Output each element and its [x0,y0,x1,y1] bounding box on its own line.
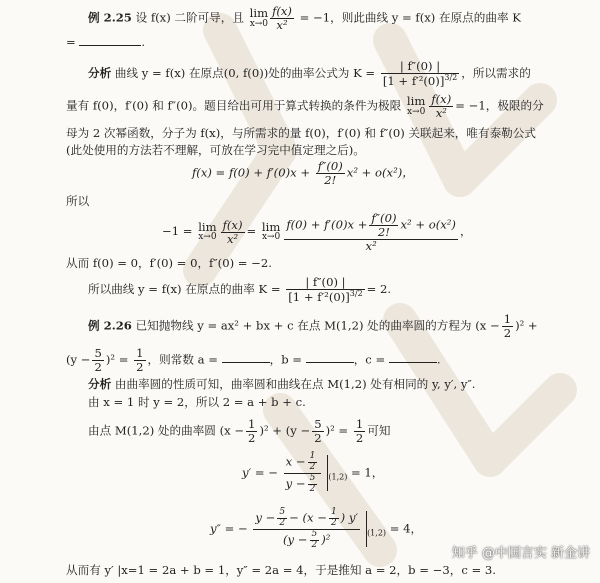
taylor-fraction [316,160,345,187]
numerator: 5 [314,417,322,431]
five-half-fraction [92,347,103,374]
numerator: 1 [330,507,337,517]
text: )² = [105,352,129,367]
denominator: 2 [248,430,256,445]
text: = −1，极限的分 [455,98,544,113]
rhs-fraction [354,418,365,445]
zhihu-watermark: 知乎 @中国言实 新金讲 [451,546,590,561]
text: 设 f(x) 二阶可导，且 [135,10,244,25]
text: −1 = [162,224,193,239]
numerator: | f″(0) | [381,60,459,74]
answer-blank-c [389,351,437,363]
text: (x − [475,318,500,333]
half-fraction [329,508,339,529]
denominator: 2 [309,461,316,472]
limit-expansion [162,212,472,252]
text: (y − [283,532,308,547]
text: f(0) + f′(0)x + [286,217,368,232]
text: 所以曲线 y = f(x) 在原点的曲率 K = [88,281,281,296]
text: − (x − [289,510,327,525]
limit-expr-2 [261,219,281,243]
equals: = [66,35,76,49]
text: x² + o(x²) [400,217,456,232]
five-half-fraction [312,418,323,445]
denominator: 2 [503,325,512,340]
text: f(x) = f(0) + f′(0)x + [192,165,311,180]
answer-blank [79,34,141,46]
fx-over-x2 [270,5,294,32]
text: x − [285,454,306,469]
final-conclusion: 从而有 y′ |x=1 = 2a + b = 1，y″ = 2a = 4，于是推知 a = 2，b = −3，c = 3. [66,563,496,577]
second-derivative-fraction [253,508,360,551]
suoyi: 所以 [66,194,90,208]
example-label: 例 2.25 [88,10,132,25]
text: (y − [66,352,91,367]
text: y − [255,510,276,525]
fx-over-x2 [221,219,245,246]
denominator: x² [276,17,288,32]
lim-symbol: lim [261,219,281,234]
numerator: f(x) [431,92,452,106]
curvature-result [88,276,391,304]
numerator: f(x) [272,4,292,18]
text: 曲线 y = f(x) 在原点(0, f(0))处的曲率公式为 K = [114,65,376,80]
lim-sub: x→0 [406,106,426,117]
lim-symbol: lim [406,93,426,108]
lim-sub: x→0 [261,232,281,243]
answer-blank-a [222,351,270,363]
lim-sub: x→0 [198,232,217,243]
analysis-2-line1 [88,376,475,392]
five-half-fraction [310,530,320,551]
text: 量有 f(0)，f′(0) 和 f″(0)。题目给出可用于算式转换的条件为极限 [66,98,402,113]
text: )² + [259,423,283,438]
text: = 4， [389,521,423,536]
eval-point: (1,2) [328,472,348,482]
text: . [436,352,441,367]
text: )² [321,532,331,547]
example-2-26-line2 [66,347,441,374]
derivative-fraction [284,452,322,495]
numerator: f″(0) [317,159,343,173]
half-fraction [246,418,257,445]
taylor-formula [192,160,414,187]
numerator: f(x) [222,217,243,232]
numerator: 5 [311,528,318,539]
text: ) y′ [340,510,359,525]
text: )² + [515,318,538,333]
second-derivative [210,508,422,551]
analysis-1-line1 [88,60,531,88]
denominator: 2! [377,224,390,239]
numerator: 1 [136,346,144,360]
text: = 2. [366,281,392,296]
analysis-1-line3: 母为 2 次幂函数，分子为 f(x)，与所需求的量 f(0)，f′(0) 和 f″(0) 关联起来，唯有泰勒公式 [66,126,536,140]
numerator: | f″(0) | [286,276,364,290]
denominator: x² [365,238,377,253]
numerator: 1 [248,417,256,431]
curvature-fraction [381,60,459,88]
numerator: 1 [309,451,316,461]
text: (y − [285,423,311,438]
text: 已知抛物线 y = ax² + bx + c 在点 M(1,2) 处的曲率圆的方程为 [135,318,472,333]
text: y′ = − [242,465,278,480]
text: )² = [325,423,349,438]
denominator: x² [226,231,239,246]
exponent: 3/2 [444,72,458,82]
text: ，c = [353,352,386,367]
rhs-fraction [134,347,145,374]
analysis-2-line2: 由 x = 1 时 y = 2，所以 2 = a + b + c. [88,395,306,409]
example-2-26-line1 [88,313,538,340]
text: x² + o(x²)， [346,165,414,180]
example-2-25-line1 [88,5,521,32]
conclusion-values: 从而 f(0) = 0，f′(0) = 0，f″(0) = −2. [66,256,272,270]
lim-symbol: lim [249,5,269,20]
text: y″ = − [210,521,248,536]
text: (x − [219,423,245,438]
example-label: 例 2.26 [88,318,132,333]
analysis-label: 分析 [88,377,112,391]
text: = −1，则此曲线 y = f(x) 在原点的曲率 K [299,10,521,25]
denominator: 2 [136,359,144,374]
numerator: f″(0) [371,211,397,225]
big-fraction [284,212,458,252]
exponent: 3/2 [349,288,363,298]
equals: = [246,224,257,239]
denominator: 2 [311,539,318,550]
text: y − [285,476,306,491]
limit-expr [406,93,426,117]
denominator: 2 [330,517,337,528]
five-half-fraction [308,474,318,495]
limit-expr [249,5,269,29]
lim-symbol: lim [198,219,217,234]
denominator: x² [435,105,447,120]
half-fraction [502,313,513,340]
denominator: 2 [279,517,286,528]
analysis-2-line3 [88,418,390,445]
denominator: 2! [324,172,337,187]
inner-fraction [369,212,398,239]
example-2-25-line2: = . [66,35,146,49]
numerator: 5 [94,346,102,360]
limit-expr [198,219,217,243]
denominator: 2 [355,430,364,445]
denominator: 2 [314,430,322,445]
text: 由点 M(1,2) 处的曲率圆 [88,423,216,438]
five-half-fraction [277,508,287,529]
denominator: [1 + f′²(0)] [382,73,445,88]
analysis-1-line2 [66,93,544,120]
text: ， [459,224,472,239]
numerator: 1 [355,417,364,431]
analysis-1-line4: (此处使用的方法若不理解，可放在学习完中值定理之后)。 [66,143,365,157]
text: 可知 [367,423,391,438]
numerator: 5 [309,472,316,483]
analysis-label: 分析 [88,65,112,80]
denominator: 2 [309,483,316,494]
numerator: 5 [279,507,286,517]
numerator: 1 [503,312,512,326]
denominator: 2 [94,359,102,374]
half-fraction [308,452,318,473]
answer-blank-b [306,351,354,363]
text: ，则常数 a = [147,352,218,367]
first-derivative [242,452,383,495]
text: ，所以需求的 [461,65,531,80]
text: ，b = [269,352,303,367]
lim-sub: x→0 [249,18,269,29]
denominator: [1 + f′²(0)] [288,289,350,304]
curvature-fraction [286,276,364,304]
fx-over-x2 [429,93,453,120]
text: = 1， [351,465,384,480]
eval-point: (1,2) [367,528,387,538]
text: 由曲率圆的性质可知，曲率圆和曲线在点 M(1,2) 处有相同的 y, y′, y″. [114,377,476,391]
